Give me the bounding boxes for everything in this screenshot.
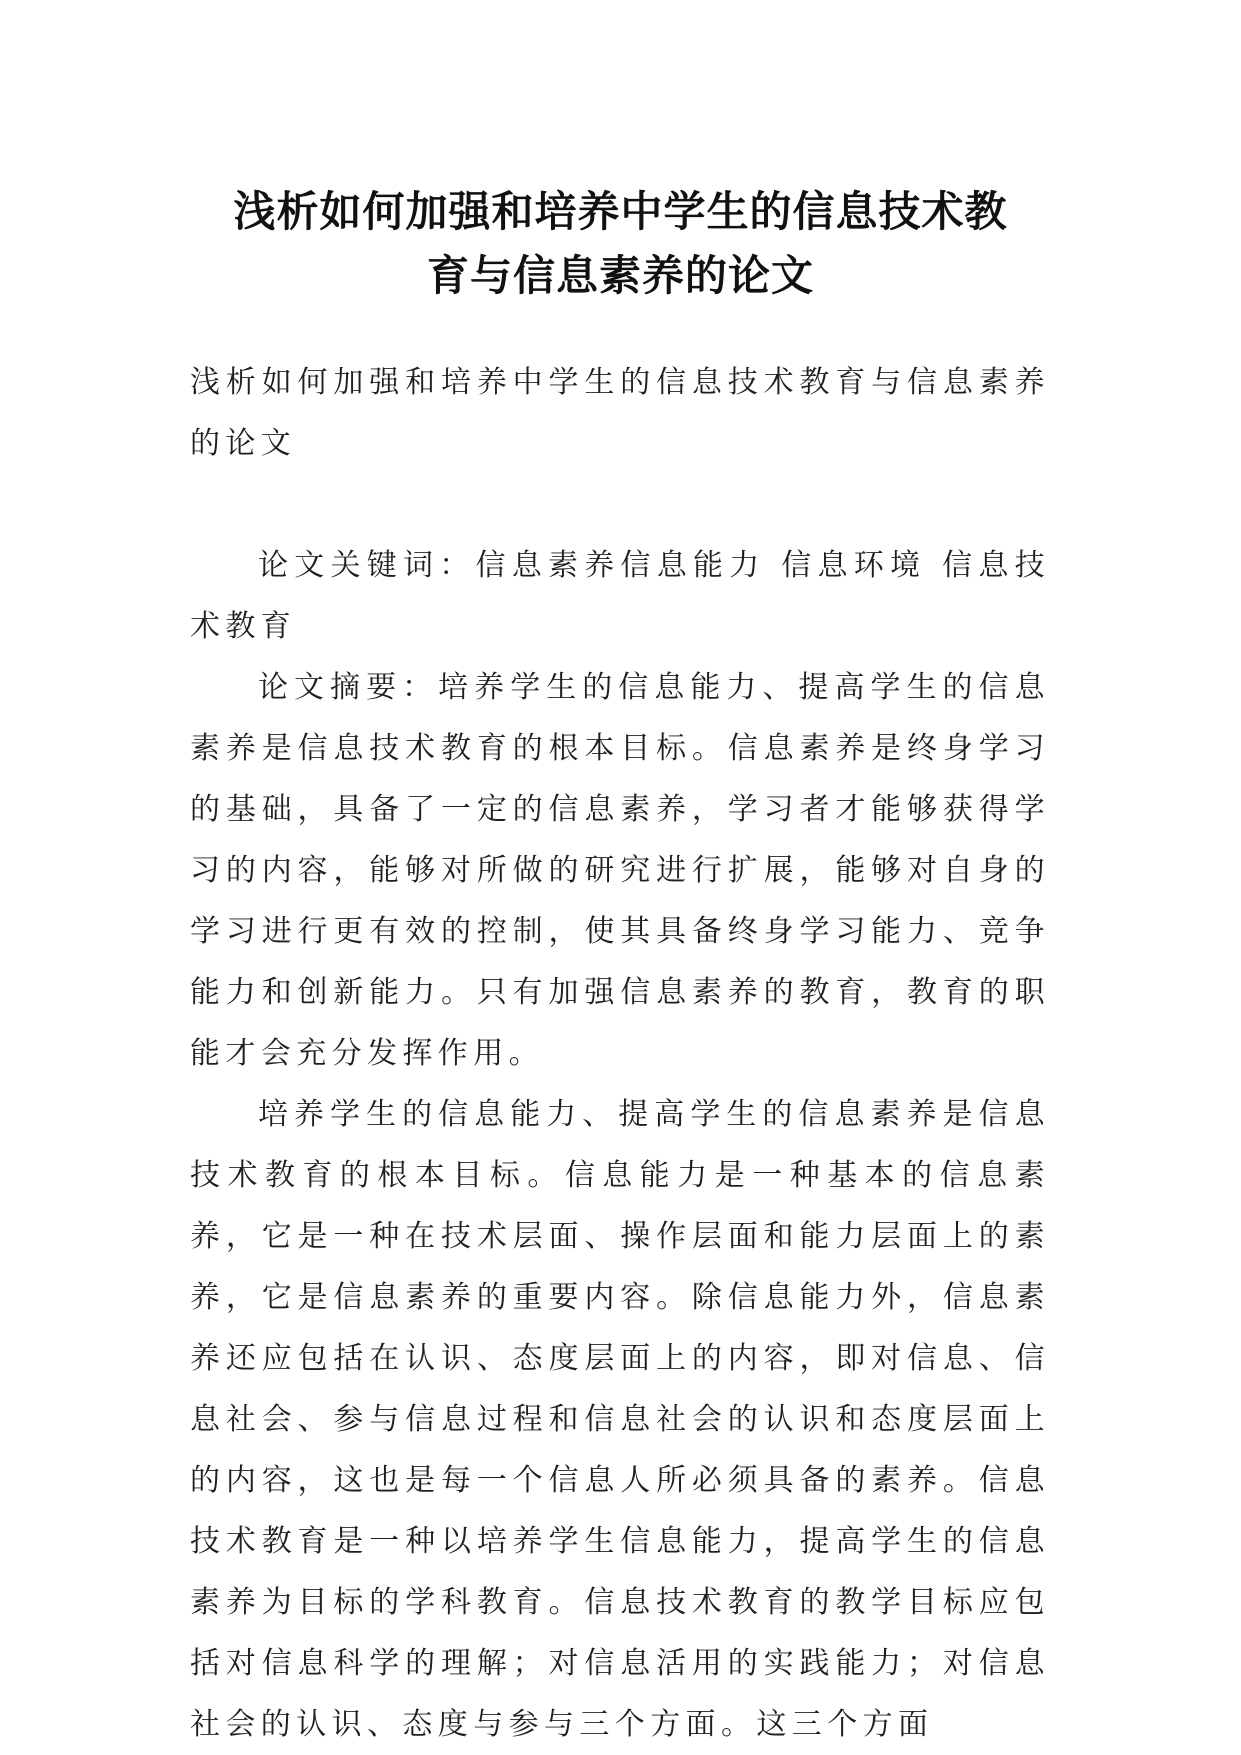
title-line-1: 浅析如何加强和培养中学生的信息技术教 <box>233 187 1008 237</box>
body-paragraph: 培养学生的信息能力、提高学生的信息素养是信息技术教育的根本目标。信息能力是一种基本的信息素养，它是一种在技术层面、操作层面和能力层面上的素养，它是信息素养的重要内容。除信息能力外，信息素养还应包括在认识、态度层面上的内容，即对信息、信息社会、参与信息过程和信息社会的认识和态度层面上的内容，这也是每一个信息人所必须具备的素养。信息技术教育是一种以培养学生信息能力，提高学生的信息素养为目标的学科教育。信息技术教育的教学目标应包括对信息科学的理解；对信息活用的实践能力；对信息社会的认识、态度与参与三个方面。这三个方面 <box>190 1097 1050 1742</box>
document-subtitle: 浅析如何加强和培养中学生的信息技术教育与信息素养的论文 <box>190 365 1050 461</box>
document-title <box>150 180 1091 308</box>
document-body <box>190 352 1050 1755</box>
title-line-2: 育与信息素养的论文 <box>426 251 814 301</box>
abstract-paragraph: 论文摘要：培养学生的信息能力、提高学生的信息素养是信息技术教育的根本目标。信息素养是终身学习的基础，具备了一定的信息素养，学习者才能够获得学习的内容，能够对所做的研究进行扩展，能够对自身的学习进行更有效的控制，使其具备终身学习能力、竞争能力和创新能力。只有加强信息素养的教育，教育的职能才会充分发挥作用。 <box>190 670 1050 1071</box>
keywords-paragraph: 论文关键词：信息素养信息能力 信息环境 信息技术教育 <box>190 548 1050 644</box>
